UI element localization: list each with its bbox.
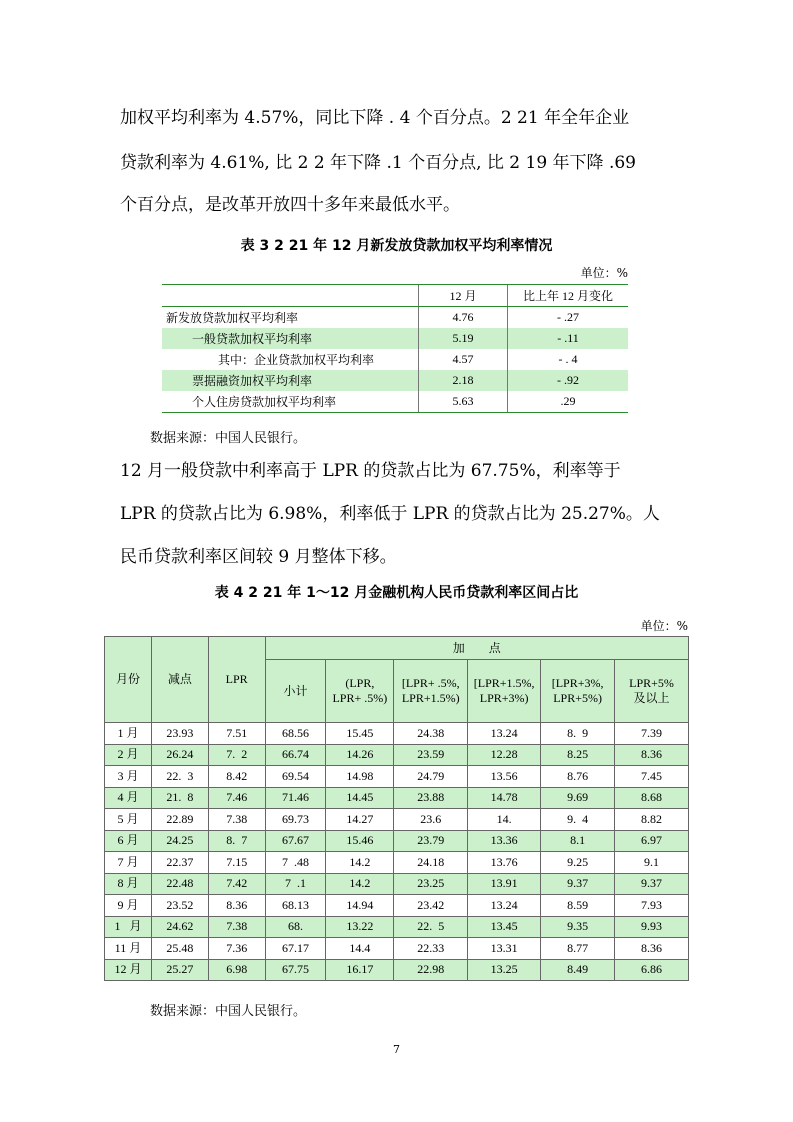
table4-month-cell: 11 月 bbox=[105, 938, 152, 960]
table3-row-label: 个人住房贷款加权平均利率 bbox=[162, 391, 419, 413]
paragraph-line: 12 月一般贷款中利率高于 LPR 的贷款占比为 67.75%，利率等于 bbox=[120, 461, 621, 481]
table4-cell: 22.33 bbox=[394, 938, 468, 960]
table-row bbox=[105, 959, 689, 981]
table3-cell: 4.57 bbox=[419, 349, 508, 370]
table4-cell: 13.24 bbox=[468, 895, 541, 917]
table4-cell: 68. bbox=[265, 916, 326, 938]
table-row bbox=[105, 873, 689, 895]
table4-cell: 9.37 bbox=[615, 873, 689, 895]
table4-cell: 7 .1 bbox=[265, 873, 326, 895]
table4-cell: 15.45 bbox=[326, 723, 394, 745]
table4-cell: 14.27 bbox=[326, 809, 394, 831]
table4-cell: 14. bbox=[468, 809, 541, 831]
table4-header-cell: 加 点 bbox=[265, 637, 688, 660]
table4-unit: 单位：% bbox=[640, 619, 688, 633]
table4-cell: 22.48 bbox=[151, 873, 208, 895]
table4-cell: 69.73 bbox=[265, 809, 326, 831]
table-row bbox=[162, 370, 628, 391]
table3-header-cell: 比上年 12 月变化 bbox=[508, 285, 629, 307]
table4-header-line: [LPR+3%, bbox=[551, 676, 604, 690]
table4-header-line: LPR+5% bbox=[629, 676, 674, 690]
table4-cell: 8.77 bbox=[541, 938, 615, 960]
table4-cell: 26.24 bbox=[151, 744, 208, 766]
table3-cell: .29 bbox=[508, 391, 629, 413]
table4-cell: 9. 4 bbox=[541, 809, 615, 831]
table4-month-cell: 6 月 bbox=[105, 830, 152, 852]
table3-header-cell: 12 月 bbox=[419, 285, 508, 307]
table4-header-line: LPR+5%) bbox=[553, 691, 602, 705]
table4-cell: 23.52 bbox=[151, 895, 208, 917]
table4-cell: 14.45 bbox=[326, 787, 394, 809]
table4-cell: 71.46 bbox=[265, 787, 326, 809]
table4-cell: 13.36 bbox=[468, 830, 541, 852]
paragraph-line: LPR 的贷款占比为 6.98%，利率低于 LPR 的贷款占比为 25.27%。人 bbox=[120, 504, 660, 524]
table4-cell: 14.4 bbox=[326, 938, 394, 960]
table4-cell: 9.37 bbox=[541, 873, 615, 895]
table4-header-line: LPR+3%) bbox=[479, 691, 529, 705]
table4-cell: 22.89 bbox=[151, 809, 208, 831]
table4-cell: 7.38 bbox=[208, 809, 265, 831]
table-row bbox=[105, 723, 689, 745]
table4-month-cell: 2 月 bbox=[105, 744, 152, 766]
table-row bbox=[105, 830, 689, 852]
table4-cell: 7 .48 bbox=[265, 852, 326, 874]
table3-unit: 单位：% bbox=[580, 266, 628, 280]
table4-header-cell bbox=[394, 660, 468, 723]
paragraph-line: 民币贷款利率区间较 9 月整体下移。 bbox=[120, 547, 397, 567]
paragraph-line: 加权平均利率为 4.57%，同比下降 . 4 个百分点。2 21 年全年企业 bbox=[120, 108, 630, 128]
table4-cell: 14.78 bbox=[468, 787, 541, 809]
table4-header-row bbox=[105, 637, 689, 660]
table4-cell: 7.46 bbox=[208, 787, 265, 809]
table4-cell: 23.59 bbox=[394, 744, 468, 766]
table-row bbox=[162, 391, 628, 413]
table4-cell: 7.93 bbox=[615, 895, 689, 917]
table4-cell: 16.17 bbox=[326, 959, 394, 981]
table4-cell: 14.94 bbox=[326, 895, 394, 917]
table4-cell: 23.88 bbox=[394, 787, 468, 809]
paragraph-line: 个百分点，是改革开放四十多年来最低水平。 bbox=[120, 195, 460, 215]
table4-header-line: (LPR, bbox=[345, 676, 375, 690]
table3-cell: 2.18 bbox=[419, 370, 508, 391]
table-row bbox=[105, 809, 689, 831]
table4-header-cell bbox=[326, 660, 394, 723]
table3-header-cell bbox=[162, 285, 419, 307]
table-row bbox=[105, 852, 689, 874]
table3-source: 数据来源：中国人民银行。 bbox=[150, 431, 307, 446]
table4-month-cell: 9 月 bbox=[105, 895, 152, 917]
table4-cell: 68.56 bbox=[265, 723, 326, 745]
table4-cell: 8.36 bbox=[615, 938, 689, 960]
table4-month-cell: 1 月 bbox=[105, 723, 152, 745]
table-row bbox=[105, 938, 689, 960]
table4-cell: 14.26 bbox=[326, 744, 394, 766]
table4-header-cell: 减点 bbox=[151, 637, 208, 723]
table4-cell: 13.31 bbox=[468, 938, 541, 960]
table4-header-cell bbox=[468, 660, 541, 723]
table4-cell: 8.82 bbox=[615, 809, 689, 831]
table4-cell: 25.27 bbox=[151, 959, 208, 981]
table4-cell: 14.98 bbox=[326, 766, 394, 788]
table4-cell: 8.25 bbox=[541, 744, 615, 766]
table4-cell: 9.93 bbox=[615, 916, 689, 938]
table4-cell: 25.48 bbox=[151, 938, 208, 960]
table4-cell: 7.38 bbox=[208, 916, 265, 938]
table4-cell: 24.18 bbox=[394, 852, 468, 874]
table4-cell: 8.59 bbox=[541, 895, 615, 917]
table4-header-line: LPR+ .5%) bbox=[332, 691, 388, 705]
table4-month-cell: 8 月 bbox=[105, 873, 152, 895]
table3-row-label: 新发放贷款加权平均利率 bbox=[166, 311, 299, 325]
table4-cell: 24.79 bbox=[394, 766, 468, 788]
table4-month-cell: 7 月 bbox=[105, 852, 152, 874]
table3-cell: - .11 bbox=[508, 328, 629, 349]
table4-month-cell: 3 月 bbox=[105, 766, 152, 788]
table4-cell: 24.25 bbox=[151, 830, 208, 852]
table4-cell: 8.76 bbox=[541, 766, 615, 788]
table4-cell: 13.91 bbox=[468, 873, 541, 895]
table3-caption: 表 3 2 21 年 12 月新发放贷款加权平均利率情况 bbox=[240, 238, 553, 254]
table3-cell: - .27 bbox=[508, 307, 629, 329]
table4-cell: 7. 2 bbox=[208, 744, 265, 766]
table4-cell: 8.36 bbox=[208, 895, 265, 917]
table4-cell: 6.98 bbox=[208, 959, 265, 981]
table4-cell: 13.22 bbox=[326, 916, 394, 938]
table-row bbox=[162, 307, 628, 329]
table4-cell: 9.1 bbox=[615, 852, 689, 874]
table4-cell: 6.86 bbox=[615, 959, 689, 981]
table4-cell: 7.51 bbox=[208, 723, 265, 745]
paragraph-line: 贷款利率为 4.61%, 比 2 2 年下降 .1 个百分点, 比 2 19 年下降 .69 bbox=[120, 153, 636, 173]
table4-header-cell: 月份 bbox=[105, 637, 152, 723]
table3-cell: 4.76 bbox=[419, 307, 508, 329]
table4-header-cell bbox=[615, 660, 689, 723]
table4-cell: 8.68 bbox=[615, 787, 689, 809]
table4-cell: 8.36 bbox=[615, 744, 689, 766]
table4-cell: 67.75 bbox=[265, 959, 326, 981]
table4-month-cell: 5 月 bbox=[105, 809, 152, 831]
table4 bbox=[104, 636, 689, 981]
table4-cell: 7.42 bbox=[208, 873, 265, 895]
table4-caption: 表 4 2 21 年 1～12 月金融机构人民币贷款利率区间占比 bbox=[214, 585, 579, 601]
table4-header-cell: LPR bbox=[208, 637, 265, 723]
table4-cell: 13.24 bbox=[468, 723, 541, 745]
table3-row-label: 一般贷款加权平均利率 bbox=[192, 332, 313, 346]
table4-cell: 21. 8 bbox=[151, 787, 208, 809]
table3-cell: - . 4 bbox=[508, 349, 629, 370]
table4-header-line: 及以上 bbox=[633, 691, 670, 705]
table4-header-line: [LPR+ .5%, bbox=[401, 676, 460, 690]
table4-cell: 24.38 bbox=[394, 723, 468, 745]
table4-cell: 69.54 bbox=[265, 766, 326, 788]
table4-cell: 23.6 bbox=[394, 809, 468, 831]
table4-cell: 67.17 bbox=[265, 938, 326, 960]
table4-cell: 9.35 bbox=[541, 916, 615, 938]
table4-cell: 13.45 bbox=[468, 916, 541, 938]
table4-header-line: LPR+1.5%) bbox=[401, 691, 460, 705]
table4-cell: 13.56 bbox=[468, 766, 541, 788]
table-row bbox=[105, 766, 689, 788]
table4-cell: 22.98 bbox=[394, 959, 468, 981]
table4-cell: 66.74 bbox=[265, 744, 326, 766]
table-row bbox=[105, 787, 689, 809]
table4-cell: 8. 7 bbox=[208, 830, 265, 852]
table4-cell: 7.36 bbox=[208, 938, 265, 960]
table3-row-label: 票据融资加权平均利率 bbox=[192, 374, 313, 388]
table4-header-cell bbox=[541, 660, 615, 723]
table4-cell: 68.13 bbox=[265, 895, 326, 917]
table3-cell: - .92 bbox=[508, 370, 629, 391]
table-row bbox=[105, 895, 689, 917]
table4-cell: 8.1 bbox=[541, 830, 615, 852]
table4-cell: 22.37 bbox=[151, 852, 208, 874]
page-number: 7 bbox=[393, 1043, 400, 1056]
table4-month-cell: 4 月 bbox=[105, 787, 152, 809]
table4-header-line: [LPR+1.5%, bbox=[473, 676, 535, 690]
table4-cell: 22. 3 bbox=[151, 766, 208, 788]
table4-cell: 7.39 bbox=[615, 723, 689, 745]
table4-cell: 9.25 bbox=[541, 852, 615, 874]
table3-cell: 5.19 bbox=[419, 328, 508, 349]
table4-cell: 12.28 bbox=[468, 744, 541, 766]
table4-cell: 15.46 bbox=[326, 830, 394, 852]
table4-month-cell: 12 月 bbox=[105, 959, 152, 981]
table4-header-cell: 小计 bbox=[265, 660, 326, 723]
table4-cell: 13.76 bbox=[468, 852, 541, 874]
table4-cell: 6.97 bbox=[615, 830, 689, 852]
table4-cell: 7.15 bbox=[208, 852, 265, 874]
table-row bbox=[105, 916, 689, 938]
table4-cell: 23.79 bbox=[394, 830, 468, 852]
table4-cell: 8. 9 bbox=[541, 723, 615, 745]
table3-header-row bbox=[162, 285, 628, 307]
table4-cell: 14.2 bbox=[326, 873, 394, 895]
table4-cell: 13.25 bbox=[468, 959, 541, 981]
table4-cell: 8.42 bbox=[208, 766, 265, 788]
table-row bbox=[105, 744, 689, 766]
table4-cell: 9.69 bbox=[541, 787, 615, 809]
table4-cell: 8.49 bbox=[541, 959, 615, 981]
table4-cell: 23.25 bbox=[394, 873, 468, 895]
table4-cell: 23.42 bbox=[394, 895, 468, 917]
table3-row-label: 其中：企业贷款加权平均利率 bbox=[218, 353, 375, 367]
table4-cell: 67.67 bbox=[265, 830, 326, 852]
table3 bbox=[162, 284, 628, 413]
table4-month-cell: 1 月 bbox=[105, 916, 152, 938]
table4-cell: 22. 5 bbox=[394, 916, 468, 938]
table-row bbox=[162, 328, 628, 349]
table4-cell: 24.62 bbox=[151, 916, 208, 938]
table-row bbox=[162, 349, 628, 370]
table4-cell: 14.2 bbox=[326, 852, 394, 874]
table4-cell: 23.93 bbox=[151, 723, 208, 745]
table4-source: 数据来源：中国人民银行。 bbox=[150, 1004, 307, 1019]
table4-cell: 7.45 bbox=[615, 766, 689, 788]
table3-cell: 5.63 bbox=[419, 391, 508, 413]
